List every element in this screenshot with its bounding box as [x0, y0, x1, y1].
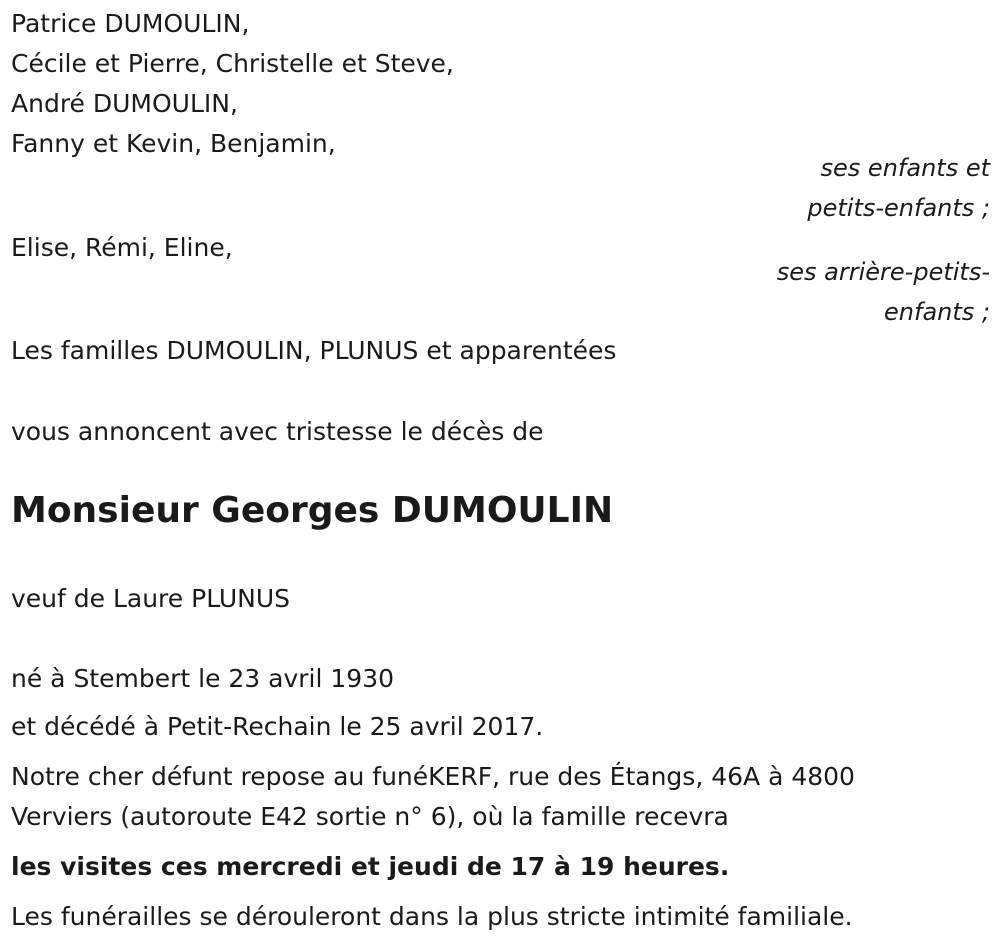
families-line: Les familles DUMOULIN, PLUNUS et apparentées — [11, 336, 617, 365]
family-line-3: André DUMOULIN, — [11, 89, 238, 118]
funeral-line: Les funérailles se dérouleront dans la plus stricte intimité familiale. — [11, 902, 853, 931]
visits-line: les visites ces mercredi et jeudi de 17 à 19 heures. — [11, 852, 730, 881]
family-line-4: Fanny et Kevin, Benjamin, — [11, 129, 336, 158]
rest-line-1: Notre cher défunt repose au funéKERF, rue des Étangs, 46A à 4800 — [11, 762, 855, 791]
widower-line: veuf de Laure PLUNUS — [11, 584, 291, 613]
role-great-line-1: ses arrière-petits- — [776, 258, 990, 286]
deceased-name: Monsieur Georges DUMOULIN — [11, 490, 614, 531]
role-great-line-2: enfants ; — [884, 298, 990, 326]
announcement: vous annoncent avec tristesse le décès de — [11, 417, 544, 446]
role-children-line-2: petits-enfants ; — [807, 194, 990, 222]
rest-line-2: Verviers (autoroute E42 sortie n° 6), où la famille recevra — [11, 802, 729, 831]
role-children-line-1: ses enfants et — [820, 154, 990, 182]
birth-line: né à Stembert le 23 avril 1930 — [11, 664, 395, 693]
great-grandchildren: Elise, Rémi, Eline, — [11, 233, 233, 262]
family-line-1: Patrice DUMOULIN, — [11, 9, 250, 38]
death-line: et décédé à Petit-Rechain le 25 avril 2017. — [11, 712, 544, 741]
family-line-2: Cécile et Pierre, Christelle et Steve, — [11, 49, 454, 78]
